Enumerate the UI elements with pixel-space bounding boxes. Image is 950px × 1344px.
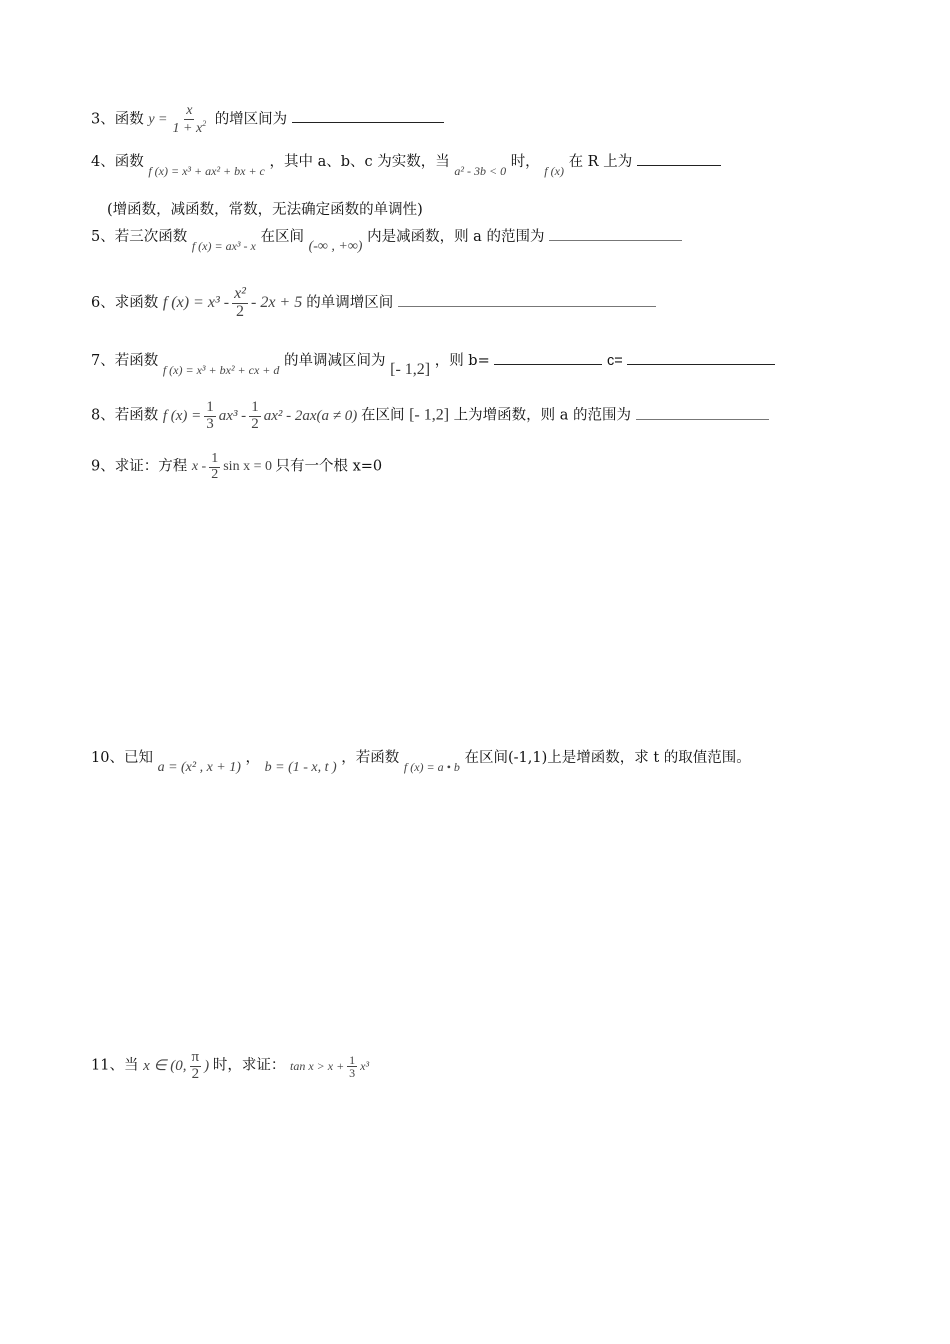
- q5-answer-blank[interactable]: [549, 239, 682, 241]
- q7-interval: [- 1,2]: [390, 361, 431, 378]
- q11-condition: x ∈ (0, $\frac{\pi}{2}$ ): [143, 1049, 210, 1082]
- q9-tail: 只有一个根 x=0: [275, 458, 383, 475]
- q3-label: 3、函数: [91, 111, 144, 128]
- q10-tail: 在区间(-1,1)上是增函数，求 t 的取值范围。: [464, 750, 751, 766]
- q10-fx: f (x) = a • b: [403, 760, 460, 774]
- q11-inequality: tan x > x + $\frac{1}{3}$ x³: [289, 1052, 370, 1081]
- q10-vector-a: a = (x² , x + 1): [157, 760, 241, 775]
- q4-time: 时，: [510, 154, 540, 170]
- q5-mid: 在区间: [260, 229, 304, 245]
- q3-tail: 的增区间为: [214, 111, 288, 128]
- question-10: [91, 746, 751, 775]
- q11-label: 11、当: [91, 1057, 139, 1074]
- q7-b-blank[interactable]: [494, 363, 602, 365]
- q6-answer-blank[interactable]: [398, 305, 656, 307]
- q10-sep: ，: [245, 750, 261, 766]
- q8-label: 8、若函数: [91, 407, 159, 424]
- question-8: [91, 400, 769, 433]
- q7-c-blank[interactable]: [627, 363, 775, 365]
- q7-c-label: c=: [606, 353, 623, 369]
- question-4: [91, 150, 721, 178]
- q4-tail: 在 R 上为: [568, 154, 633, 170]
- question-5: [91, 225, 682, 254]
- q3-answer-blank[interactable]: [292, 121, 444, 123]
- q5-label: 5、若三次函数: [91, 229, 188, 245]
- question-6: [91, 286, 656, 321]
- q8-formula: f (x) = $\frac{1}{3}$ ax³ - $\frac{1}{2}$ ax² - 2ax(a ≠ 0): [162, 399, 358, 432]
- q6-tail: 的单调增区间: [306, 294, 394, 311]
- question-11: [91, 1050, 369, 1083]
- q4-fx: f (x): [544, 164, 564, 178]
- q8-interval: [- 1,2]: [409, 406, 450, 424]
- q4-answer-blank[interactable]: [637, 164, 721, 166]
- q8-tail: 上为增函数，则 a 的范围为: [453, 407, 632, 424]
- q5-interval: (-∞ , +∞): [308, 239, 363, 254]
- q10-label: 10、已知: [91, 750, 153, 766]
- q6-label: 6、求函数: [91, 294, 159, 311]
- question-9: [91, 452, 382, 482]
- q5-formula: f (x) = ax³ - x: [191, 239, 256, 253]
- q5-tail: 内是减函数，则 a 的范围为: [367, 229, 545, 245]
- q4-condition: a² - 3b < 0: [454, 164, 507, 178]
- q9-label: 9、求证：方程: [91, 458, 188, 475]
- question-3: [91, 104, 444, 136]
- q7-label: 7、若函数: [91, 353, 159, 369]
- q4-mid: ，其中 a、b、c 为实数，当: [269, 154, 450, 170]
- q4-note: (增函数，减函数，常数，无法确定函数的单调性): [107, 202, 423, 218]
- q3-formula: y = $\frac{x}{1 + x^2}$: [148, 103, 207, 136]
- q4-label: 4、函数: [91, 154, 144, 170]
- q7-formula: f (x) = x³ + bx² + cx + d: [162, 363, 280, 377]
- q3-fraction: $\frac{x}{1 + x^2}$: [172, 103, 207, 136]
- q10-vector-b: b = (1 - x, t ): [264, 760, 337, 775]
- q10-mid: ，若函数: [341, 750, 400, 766]
- q8-in-interval: 在区间: [360, 407, 405, 424]
- q7-tail: ，则 b=: [434, 353, 490, 369]
- q6-formula: f (x) = x³ - $\frac{\text{x²}}{2}$ - 2x + 5: [162, 285, 303, 320]
- q4-formula: f (x) = x³ + ax² + bx + c: [148, 164, 265, 178]
- q9-formula: x - $\frac{1}{2}$ sin x = 0: [191, 451, 272, 482]
- q11-mid: 时，求证：: [212, 1057, 286, 1074]
- q8-answer-blank[interactable]: [636, 418, 769, 420]
- q7-mid: 的单调减区间为: [284, 353, 386, 369]
- question-7: [91, 349, 775, 378]
